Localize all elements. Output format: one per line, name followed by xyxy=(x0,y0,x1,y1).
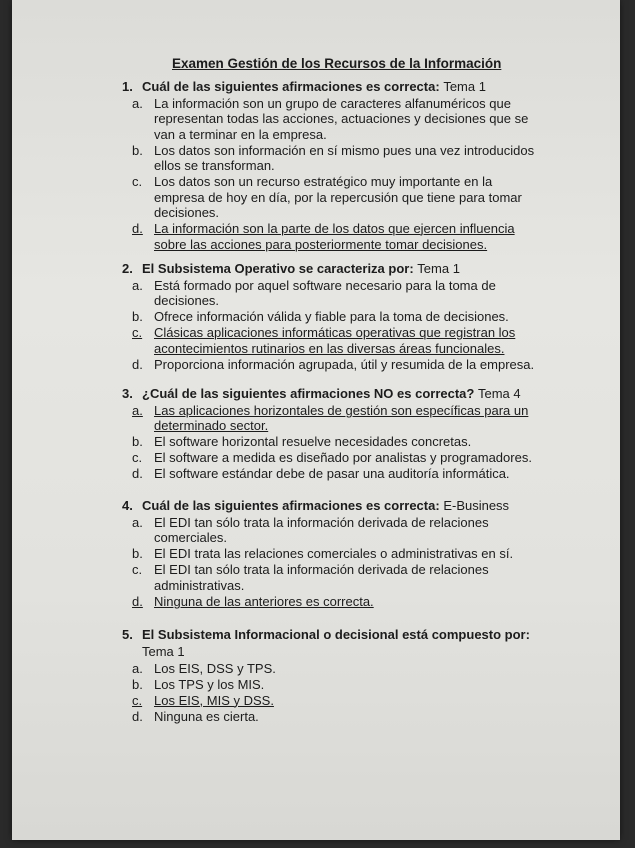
option-text: La información son la parte de los datos que ejercen influencia sobre las acciones para posteriormente tomar decisiones. xyxy=(154,221,515,252)
option-letter: b. xyxy=(132,309,143,324)
question-header xyxy=(122,78,542,95)
option-letter: d. xyxy=(132,221,143,236)
option-letter: d. xyxy=(132,356,143,372)
question-header xyxy=(122,385,542,402)
option-letter: c. xyxy=(132,174,143,189)
option-letter: a. xyxy=(132,660,143,676)
option-text: Los EIS, DSS y TPS. xyxy=(154,660,276,676)
option-text: Los TPS y los MIS. xyxy=(154,676,265,692)
option-letter: c. xyxy=(132,325,143,340)
option-letter: b. xyxy=(132,142,143,158)
question-topic: Tema 1 xyxy=(142,644,185,659)
option-b xyxy=(122,434,542,450)
option-c xyxy=(122,562,542,593)
option-a xyxy=(122,661,542,677)
exam-paper xyxy=(12,0,620,840)
option-text: Los datos son un recurso estratégico muy importante en la empresa de hoy en día, por la repercusión que tiene para tomar decisiones. xyxy=(154,174,522,220)
option-a-selected xyxy=(122,403,542,434)
option-letter: a. xyxy=(132,277,143,293)
option-d xyxy=(122,357,542,373)
question-header xyxy=(122,497,542,514)
question-4 xyxy=(122,497,542,609)
question-2 xyxy=(122,260,542,372)
option-a xyxy=(122,96,542,143)
option-d xyxy=(122,709,542,725)
question-1 xyxy=(122,78,542,252)
option-text: Los EIS, MIS y DSS. xyxy=(154,692,274,708)
option-letter: a. xyxy=(132,402,143,418)
option-letter: b. xyxy=(132,676,143,692)
option-c xyxy=(122,174,542,221)
option-b xyxy=(122,546,542,562)
question-number: 4. xyxy=(122,498,133,513)
option-c-selected xyxy=(122,325,542,356)
question-topic: Tema 4 xyxy=(477,386,521,401)
question-topic: Tema 1 xyxy=(443,79,486,94)
option-letter: c. xyxy=(132,562,143,577)
option-letter: a. xyxy=(132,514,143,530)
option-text: Clásicas aplicaciones informáticas operativas que registran los acontecimientos rutinarios en las diversas áreas funcionales. xyxy=(154,325,516,356)
option-letter: c. xyxy=(132,450,143,465)
option-text: Ninguna es cierta. xyxy=(154,708,259,724)
option-d-selected xyxy=(122,221,542,252)
option-text: El EDI trata las relaciones comerciales o administrativas en sí. xyxy=(154,546,514,561)
question-number: 2. xyxy=(122,261,133,276)
option-text: El software horizontal resuelve necesidades concretas. xyxy=(154,434,472,449)
exam-title: Examen Gestión de los Recursos de la Información xyxy=(172,56,502,71)
option-text: Ninguna de las anteriores es correcta. xyxy=(154,593,374,609)
option-letter: b. xyxy=(132,546,143,561)
question-prompt: El Subsistema Informacional o decisional está compuesto por: xyxy=(142,627,530,642)
option-text: Está formado por aquel software necesario para la toma de decisiones. xyxy=(154,277,496,308)
option-letter: c. xyxy=(132,692,143,708)
question-prompt: Cuál de las siguientes afirmaciones es correcta: xyxy=(142,79,440,94)
question-header xyxy=(122,626,542,643)
option-text: El software a medida es diseñado por analistas y programadores. xyxy=(154,450,532,465)
option-text: La información son un grupo de caracteres alfanuméricos que representan todas las acciones, actuaciones y decisiones que se van a terminar en la empresa. xyxy=(154,95,529,142)
question-prompt: Cuál de las siguientes afirmaciones es correcta: xyxy=(142,498,440,513)
option-text: El EDI tan sólo trata la información derivada de relaciones administrativas. xyxy=(154,562,489,593)
question-topic: E-Business xyxy=(443,498,510,513)
question-prompt: ¿Cuál de las siguientes afirmaciones NO es correcta? xyxy=(142,386,475,401)
option-d xyxy=(122,466,542,482)
question-3 xyxy=(122,385,542,482)
option-letter: d. xyxy=(132,708,143,724)
question-5 xyxy=(122,626,542,724)
question-header xyxy=(122,260,542,277)
option-a xyxy=(122,515,542,546)
question-number: 5. xyxy=(122,627,133,642)
option-letter: d. xyxy=(132,466,143,481)
question-topic: Tema 1 xyxy=(417,261,460,276)
option-c xyxy=(122,450,542,466)
question-number: 3. xyxy=(122,386,133,401)
option-b xyxy=(122,143,542,174)
option-c-selected xyxy=(122,693,542,709)
option-text: Ofrece información válida y fiable para la toma de decisiones. xyxy=(154,309,509,324)
option-text: Los datos son información en sí mismo pues una vez introducidos ellos se transforman. xyxy=(154,142,535,173)
option-letter: b. xyxy=(132,434,143,449)
option-a xyxy=(122,278,542,309)
option-text: Las aplicaciones horizontales de gestión son específicas para un determinado sector. xyxy=(154,402,529,433)
option-d-selected xyxy=(122,594,542,610)
question-prompt: El Subsistema Operativo se caracteriza por: xyxy=(142,261,414,276)
option-b xyxy=(122,677,542,693)
option-letter: d. xyxy=(132,593,143,609)
option-text: Proporciona información agrupada, útil y resumida de la empresa. xyxy=(154,356,535,372)
option-letter: a. xyxy=(132,95,143,111)
option-text: El EDI tan sólo trata la información derivada de relaciones comerciales. xyxy=(154,514,489,545)
option-b xyxy=(122,309,542,325)
question-number: 1. xyxy=(122,79,133,94)
option-text: El software estándar debe de pasar una auditoría informática. xyxy=(154,466,510,481)
